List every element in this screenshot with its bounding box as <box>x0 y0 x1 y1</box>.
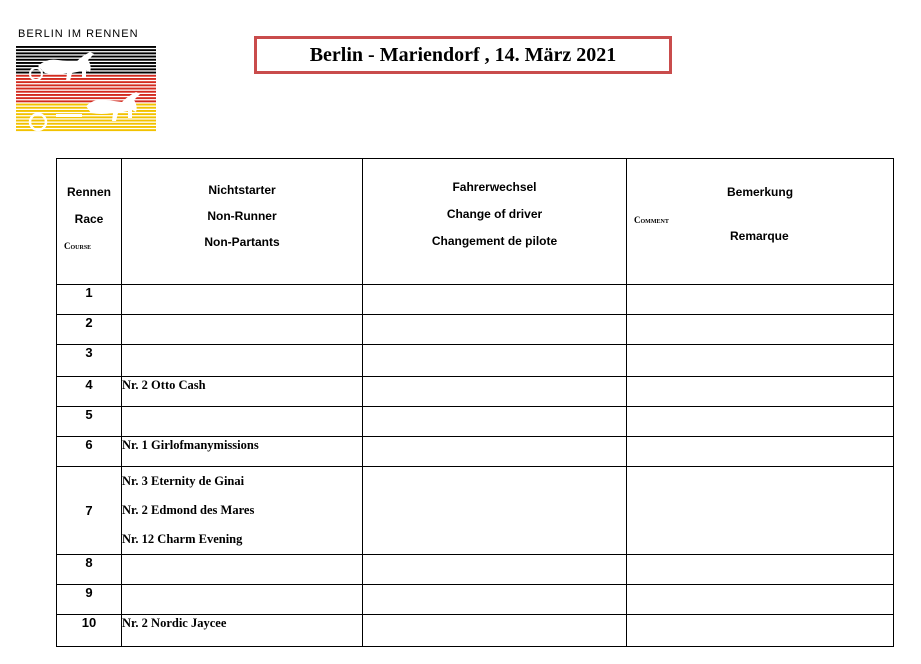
driver-change-cell <box>363 407 627 437</box>
driver-change-cell <box>363 345 627 377</box>
table-row <box>57 345 894 377</box>
logo-stripe <box>16 88 156 90</box>
remark-cell <box>627 585 894 615</box>
logo-stripe <box>16 120 156 122</box>
header-remark <box>627 159 894 285</box>
race-number: 4 <box>57 377 122 407</box>
non-runner-cell <box>122 585 363 615</box>
non-runner-cell <box>122 315 363 345</box>
race-number: 7 <box>57 467 122 555</box>
non-runner-cell <box>122 615 363 647</box>
race-changes-table <box>56 158 894 647</box>
table-row <box>57 585 894 615</box>
table-row <box>57 467 894 555</box>
non-runner-cell <box>122 555 363 585</box>
driver-change-cell <box>363 615 627 647</box>
header-race <box>57 159 122 285</box>
race-number: 8 <box>57 555 122 585</box>
non-runner-entry: Nr. 1 Girlofmanymissions <box>122 438 259 452</box>
logo-stripe <box>16 91 156 93</box>
table-row <box>57 437 894 467</box>
non-runner-cell <box>122 377 363 407</box>
table-row <box>57 315 894 345</box>
logo-stripe <box>16 81 156 83</box>
header-non-runner-de: Nichtstarter <box>208 183 276 197</box>
logo-stripe <box>16 126 156 128</box>
header-driver-change-en: Change of driver <box>446 207 543 221</box>
non-runner-cell <box>122 437 363 467</box>
logo-stripe <box>16 123 156 125</box>
race-number: 9 <box>57 585 122 615</box>
driver-change-cell <box>363 437 627 467</box>
logo-text: BERLIN IM RENNEN <box>18 28 139 40</box>
header-driver-change-de: Fahrerwechsel <box>452 180 537 194</box>
non-runner-cell <box>122 467 363 555</box>
header-race-fr: Course <box>64 241 92 251</box>
remark-cell <box>627 555 894 585</box>
race-number: 2 <box>57 315 122 345</box>
header-remark-en: Comment <box>634 215 669 225</box>
non-runner-entry: Nr. 12 Charm Evening <box>122 532 243 546</box>
header-remark-de: Bemerkung <box>727 185 794 199</box>
table-row <box>57 615 894 647</box>
non-runner-entry: Nr. 2 Otto Cash <box>122 378 206 392</box>
table-row <box>57 285 894 315</box>
race-number: 1 <box>57 285 122 315</box>
header-remark-fr: Remarque <box>730 229 789 243</box>
header-driver-change-fr: Changement de pilote <box>431 234 558 248</box>
logo-stripe <box>16 84 156 86</box>
non-runner-cell <box>122 407 363 437</box>
logo-stripe <box>16 49 156 51</box>
header-race-en: Race <box>74 212 104 226</box>
logo-stripe <box>16 52 156 54</box>
driver-change-cell <box>363 377 627 407</box>
race-number: 6 <box>57 437 122 467</box>
remark-cell <box>627 315 894 345</box>
non-runner-cell <box>122 345 363 377</box>
non-runner-cell <box>122 285 363 315</box>
table-row <box>57 555 894 585</box>
header-row <box>57 159 894 285</box>
non-runner-entry: Nr. 2 Nordic Jaycee <box>122 616 227 630</box>
remark-cell <box>627 345 894 377</box>
remark-cell <box>627 437 894 467</box>
remark-cell <box>627 285 894 315</box>
header-non-runner <box>122 159 363 285</box>
page-title: Berlin - Mariendorf , 14. März 2021 <box>254 36 672 74</box>
driver-change-cell <box>363 555 627 585</box>
driver-change-cell <box>363 315 627 345</box>
driver-change-cell <box>363 285 627 315</box>
driver-change-cell <box>363 467 627 555</box>
table-row <box>57 377 894 407</box>
header-driver-change <box>363 159 627 285</box>
race-number: 3 <box>57 345 122 377</box>
non-runner-entry: Nr. 3 Eternity de Ginai <box>122 474 245 488</box>
logo-stripe <box>16 116 156 118</box>
non-runner-entry: Nr. 2 Edmond des Mares <box>122 503 255 517</box>
berlin-im-rennen-logo <box>16 28 156 132</box>
horse-racing-logo-icon <box>16 44 156 132</box>
remark-cell <box>627 467 894 555</box>
header-non-runner-en: Non-Runner <box>207 209 277 223</box>
header-non-runner-fr: Non-Partants <box>204 235 280 249</box>
header-race-de: Rennen <box>66 185 111 199</box>
logo-stripe <box>16 46 156 48</box>
race-number: 10 <box>57 615 122 647</box>
driver-change-cell <box>363 585 627 615</box>
table-row <box>57 407 894 437</box>
remark-cell <box>627 377 894 407</box>
race-number: 5 <box>57 407 122 437</box>
remark-cell <box>627 407 894 437</box>
remark-cell <box>627 615 894 647</box>
